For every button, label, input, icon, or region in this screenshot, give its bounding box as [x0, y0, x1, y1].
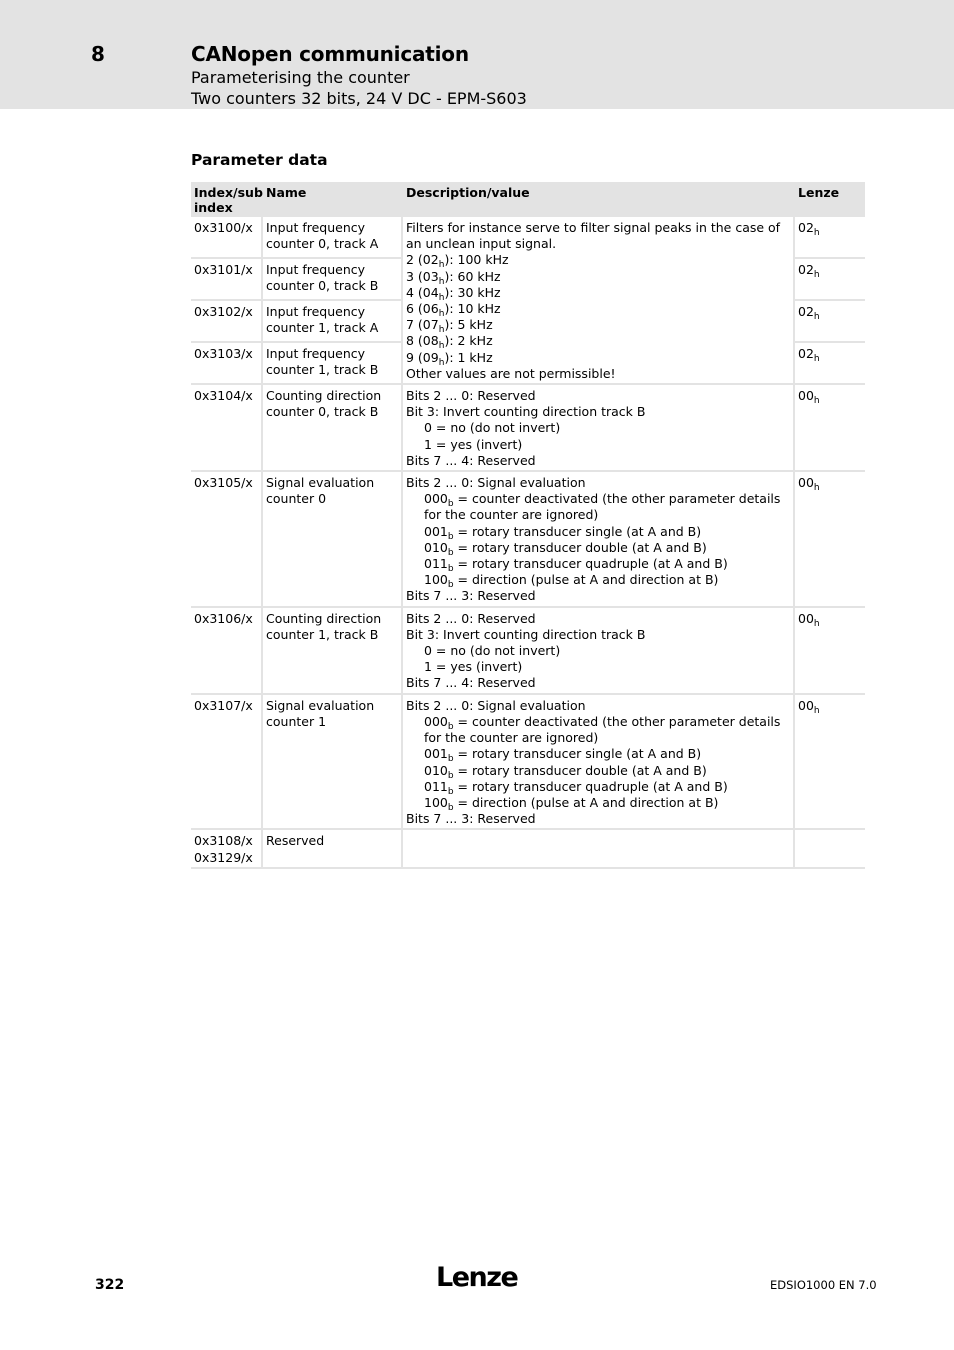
desc-line: 6 $(06_h)$: 10 kHz [406, 301, 501, 320]
document-reference: EDSIO1000 EN 7.0 [770, 1278, 877, 1292]
index-cell: 0x3100/x [191, 217, 261, 259]
desc-line: Bits 7 ... 3: Reserved [406, 588, 536, 604]
name-cell: Input frequency counter 0, track A [261, 217, 401, 259]
desc-line: $010_b$ = rotary transducer double (at A and B) [424, 539, 707, 558]
table-row [191, 472, 865, 608]
desc-line: $100_b$ = direction (pulse at A and direction at B) [424, 794, 719, 813]
desc-line: $001_b$ = rotary transducer single (at A and B) [424, 523, 702, 542]
lenze-cell [793, 830, 865, 868]
desc-line: Bits 7 ... 3: Reserved [406, 811, 536, 827]
description-cell [401, 385, 793, 472]
name-cell: Input frequency counter 1, track A [261, 301, 401, 343]
index-cell: 0x3102/x [191, 301, 261, 343]
lenze-cell: $02_h$ [793, 301, 865, 343]
desc-line: Bits 2 ... 0: Reserved [406, 388, 536, 404]
chapter-number: 8 [91, 42, 105, 66]
index-cell: 0x3103/x [191, 343, 261, 385]
desc-line: 7 $(07_h)$: 5 kHz [406, 317, 493, 336]
desc-line: Bit 3: Invert counting direction track B [406, 404, 646, 420]
desc-line: Other values are not permissible! [406, 365, 616, 381]
section-title: Parameter data [191, 151, 328, 169]
table-row [191, 830, 865, 868]
desc-line: $010_b$ = rotary transducer double (at A and B) [424, 762, 707, 781]
description-cell [401, 608, 793, 695]
desc-line: 3 $(03_h)$: 60 kHz [406, 268, 501, 287]
table-header-row [191, 182, 865, 217]
table-row [191, 608, 865, 695]
desc-line: 8 $(08_h)$: 2 kHz [406, 333, 493, 352]
table-row [191, 385, 865, 472]
lenze-cell: $00_h$ [793, 608, 865, 695]
index-cell: 0x3101/x [191, 259, 261, 301]
desc-line: 1 = yes (invert) [424, 436, 523, 452]
index-cell: 0x3107/x [191, 695, 261, 831]
desc-line: $000_b$ = counter deactivated (the other parameter details for the counter are ignored) [424, 491, 781, 523]
chapter-title: CANopen communication [191, 42, 469, 66]
parameter-table [191, 182, 865, 869]
name-cell: Input frequency counter 0, track B [261, 259, 401, 301]
column-header: Description/value [401, 182, 793, 217]
name-cell: Input frequency counter 1, track B [261, 343, 401, 385]
lenze-logo: Lenze [436, 1262, 518, 1293]
lenze-cell: $00_h$ [793, 695, 865, 831]
lenze-cell: $02_h$ [793, 343, 865, 385]
lenze-cell: $02_h$ [793, 259, 865, 301]
desc-line: $100_b$ = direction (pulse at A and direction at B) [424, 572, 719, 591]
name-cell: Signal evaluation counter 1 [261, 695, 401, 831]
desc-line: 1 = yes (invert) [424, 659, 523, 675]
page-number: 322 [95, 1277, 125, 1293]
table-row [191, 695, 865, 831]
description-cell [401, 217, 793, 385]
desc-line: 4 $(04_h)$: 30 kHz [406, 284, 501, 303]
desc-line: $000_b$ = counter deactivated (the other parameter details for the counter are ignored) [424, 713, 781, 746]
desc-line: 0 = no (do not invert) [424, 643, 561, 659]
desc-line: 9 $(09_h)$: 1 kHz [406, 349, 493, 368]
name-cell: Counting direction counter 0, track B [261, 385, 401, 472]
desc-line: 0 = no (do not invert) [424, 420, 561, 436]
description-cell [401, 830, 793, 868]
lenze-cell: $02_h$ [793, 217, 865, 259]
desc-line: Bits 2 ... 0: Signal evaluation [406, 697, 586, 713]
desc-line: 2 $(02_h)$: 100 kHz [406, 252, 509, 271]
index-cell: 0x3104/x [191, 385, 261, 472]
desc-line: Bits 7 ... 4: Reserved [406, 675, 536, 691]
name-cell: Counting direction counter 1, track B [261, 608, 401, 695]
column-header: Lenze [793, 182, 865, 217]
name-cell: Signal evaluation counter 0 [261, 472, 401, 608]
column-header: Name [261, 182, 401, 217]
index-cell: 0x3108/x 0x3129/x [191, 830, 261, 868]
index-cell: 0x3106/x [191, 608, 261, 695]
desc-line: Bits 7 ... 4: Reserved [406, 452, 536, 468]
desc-line: $011_b$ = rotary transducer quadruple (at A and B) [424, 556, 728, 575]
lenze-cell: $00_h$ [793, 385, 865, 472]
column-header: Index/sub index [191, 182, 261, 217]
desc-line: Bits 2 ... 0: Reserved [406, 610, 536, 626]
description-cell [401, 472, 793, 608]
name-cell: Reserved [261, 830, 401, 868]
lenze-cell: $00_h$ [793, 472, 865, 608]
index-cell: 0x3105/x [191, 472, 261, 608]
table-row [191, 217, 865, 259]
desc-line: Filters for instance serve to filter signal peaks in the case of an unclean input signal. [406, 220, 781, 252]
desc-line: Bit 3: Invert counting direction track B [406, 626, 646, 642]
subtitle-2: Two counters 32 bits, 24 V DC - EPM-S603 [191, 89, 527, 108]
desc-line: Bits 2 ... 0: Signal evaluation [406, 475, 586, 491]
subtitle-1: Parameterising the counter [191, 68, 410, 87]
description-cell [401, 695, 793, 831]
desc-line: $011_b$ = rotary transducer quadruple (at A and B) [424, 778, 728, 797]
desc-line: $001_b$ = rotary transducer single (at A and B) [424, 746, 702, 765]
